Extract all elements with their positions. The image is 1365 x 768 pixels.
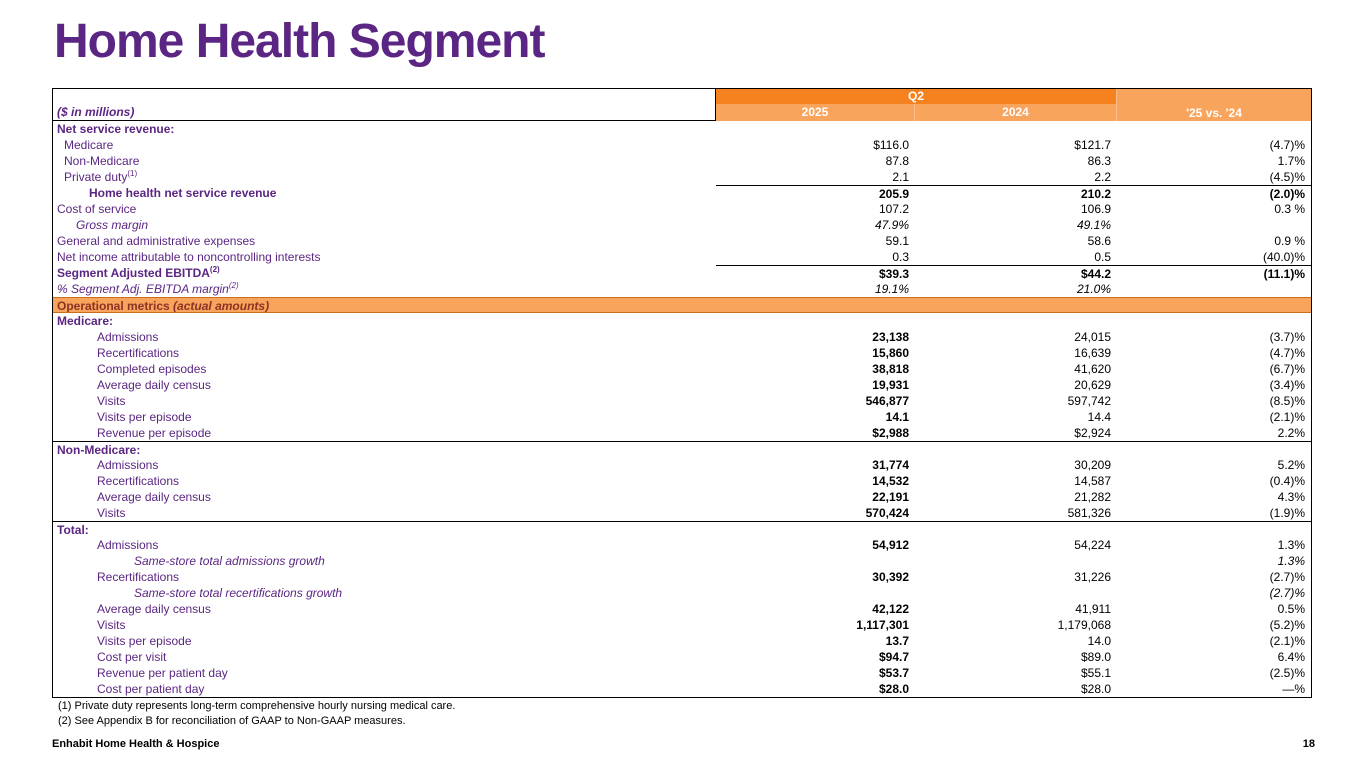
row-label (53, 393, 716, 409)
col-header-change (1116, 89, 1311, 121)
cell-change: (5.2)% (1269, 618, 1305, 632)
table-row (53, 249, 1311, 265)
table-body (53, 121, 1311, 697)
row-label-text: Total: (57, 523, 89, 537)
cell-change: (2.7)% (1269, 586, 1305, 600)
row-label (53, 217, 716, 233)
quarter-column-group (716, 89, 1116, 121)
cell-change (1116, 313, 1311, 329)
cell-2024: 581,326 (1067, 506, 1111, 520)
cell-change: (40.0)% (1262, 250, 1305, 264)
cell-2024 (914, 522, 1116, 537)
cell-2024: 54,224 (1074, 538, 1111, 552)
cell-2025: 13.7 (885, 634, 909, 648)
cell-2025: 15,860 (872, 346, 909, 360)
units-label (53, 89, 716, 121)
col-header-change-text: '25 vs. '24 (1186, 106, 1242, 120)
row-label-text: Admissions (97, 458, 159, 472)
table-row (53, 361, 1311, 377)
cell-change: (0.4)% (1269, 474, 1305, 488)
cell-2024: 0.5 (1094, 250, 1111, 264)
row-label (53, 425, 716, 441)
cell-2024: 41,620 (1074, 362, 1111, 376)
row-label (53, 185, 716, 201)
table-row (53, 585, 1311, 601)
row-label-text: Non-Medicare (64, 154, 140, 168)
row-label (53, 585, 716, 601)
row-label (53, 489, 716, 505)
footnote-1: (1) Private duty represents long-term comprehensive hourly nursing medical care. (58, 700, 456, 712)
cell-change: (2.7)% (1269, 570, 1305, 584)
cell-2024: $89.0 (1080, 650, 1111, 664)
cell-2025: 42,122 (872, 602, 909, 616)
table-row (53, 521, 1311, 537)
cell-change: 1.7% (1277, 154, 1305, 168)
table-row (53, 345, 1311, 361)
cell-change: (8.5)% (1269, 394, 1305, 408)
row-label (53, 633, 716, 649)
cell-change: (4.5)% (1269, 170, 1305, 184)
cell-2024: 210.2 (914, 185, 1116, 201)
cell-change (1116, 281, 1311, 297)
table-row (53, 457, 1311, 473)
row-label-text: Visits (97, 506, 126, 520)
cell-2025: $53.7 (878, 666, 909, 680)
row-label-text: Visits (97, 394, 126, 408)
row-label-text: Visits (97, 618, 126, 632)
row-label-text: Operational metrics (57, 299, 170, 312)
cell-2025: 31,774 (872, 458, 909, 472)
cell-change: 4.3% (1277, 490, 1305, 504)
cell-2025 (716, 442, 914, 457)
row-label-text: Recertifications (97, 570, 180, 584)
cell-change: 1.3% (1277, 538, 1305, 552)
row-label (53, 617, 716, 633)
row-label-text: Same-store total recertifications growth (134, 586, 343, 600)
cell-change (1116, 442, 1311, 457)
cell-2025: 546,877 (865, 394, 909, 408)
cell-change (1116, 522, 1311, 537)
cell-2025: 14,532 (872, 474, 909, 488)
table-row (53, 281, 1311, 297)
row-label (53, 298, 716, 312)
cell-2024: 14.4 (1087, 410, 1111, 424)
cell-2024 (914, 313, 1116, 329)
cell-2025: 205.9 (716, 185, 914, 201)
cell-2024: 106.9 (1080, 202, 1111, 216)
row-label (53, 522, 716, 537)
footer-company-name: Enhabit Home Health & Hospice (52, 738, 220, 750)
table-row (53, 313, 1311, 329)
cell-2024: 597,742 (1067, 394, 1111, 408)
footnote-marker: (2) (228, 281, 239, 290)
cell-2024: 58.6 (1087, 234, 1111, 248)
table-row (53, 153, 1311, 169)
cell-2024: 20,629 (1074, 378, 1111, 392)
cell-2025: 19.1% (874, 282, 909, 296)
cell-change: 5.2% (1277, 458, 1305, 472)
row-label-text: Cost per visit (97, 650, 167, 664)
row-label-text: Revenue per patient day (97, 666, 228, 680)
row-label (53, 665, 716, 681)
cell-change (1116, 298, 1311, 312)
row-label-text: Recertifications (97, 474, 180, 488)
table-row (53, 169, 1311, 185)
page-title: Home Health Segment (54, 15, 545, 68)
cell-2024: $55.1 (1080, 666, 1111, 680)
cell-2024: 24,015 (1074, 330, 1111, 344)
cell-change: (3.4)% (1269, 378, 1305, 392)
table-row (53, 265, 1311, 281)
cell-2024: 31,226 (1074, 570, 1111, 584)
cell-2025: 30,392 (872, 570, 909, 584)
table-row (53, 441, 1311, 457)
cell-change: (4.7)% (1269, 346, 1305, 360)
cell-change: (1.9)% (1269, 506, 1305, 520)
table-row (53, 617, 1311, 633)
table-row (53, 505, 1311, 521)
cell-change: (4.7)% (1269, 138, 1305, 152)
cell-change: (11.1)% (1116, 265, 1311, 281)
row-label (53, 281, 716, 297)
cell-2024: 14.0 (1087, 634, 1111, 648)
cell-2024: $121.7 (1074, 138, 1111, 152)
row-label-text: Non-Medicare: (57, 443, 141, 457)
row-label-text: Private duty (64, 170, 128, 184)
col-header-2025: 2025 (716, 104, 914, 121)
cell-2024 (914, 585, 1116, 601)
row-label (53, 169, 716, 185)
row-label-text: Same-store total admissions growth (134, 554, 325, 568)
cell-2024: 21,282 (1074, 490, 1111, 504)
footnote-marker: (1) (127, 169, 138, 178)
cell-change: —% (1282, 682, 1305, 696)
row-label (53, 153, 716, 169)
units-label-text: ($ in millions) (57, 105, 135, 119)
table-row (53, 409, 1311, 425)
cell-2024: $44.2 (914, 265, 1116, 281)
cell-2024: 1,179,068 (1057, 618, 1111, 632)
cell-2025: 0.3 (892, 250, 909, 264)
row-label-text: Average daily census (97, 378, 211, 392)
table-row (53, 393, 1311, 409)
table-row (53, 537, 1311, 553)
table-row (53, 425, 1311, 441)
table-row (53, 217, 1311, 233)
table-row (53, 137, 1311, 153)
cell-2025: 14.1 (885, 410, 909, 424)
cell-2025: 87.8 (885, 154, 909, 168)
cell-2025: 2.1 (892, 170, 909, 184)
footnote-marker: (2) (209, 265, 220, 274)
row-label-text: Recertifications (97, 346, 180, 360)
row-label (53, 473, 716, 489)
cell-change: 0.3 % (1274, 202, 1305, 216)
footnote-2: (2) See Appendix B for reconciliation of GAAP to Non-GAAP measures. (58, 715, 406, 727)
row-label-text: Segment Adjusted EBITDA (57, 266, 210, 280)
quarter-header: Q2 (716, 89, 1116, 104)
row-label-text: Revenue per episode (97, 426, 212, 440)
table-row (53, 489, 1311, 505)
cell-change: 0.5% (1277, 602, 1305, 616)
cell-2025: 23,138 (872, 330, 909, 344)
row-label (53, 233, 716, 249)
cell-2024: 49.1% (1076, 218, 1111, 232)
cell-change: 1.3% (1277, 554, 1305, 568)
row-label-text: Admissions (97, 538, 159, 552)
cell-2025: 19,931 (872, 378, 909, 392)
row-label (53, 137, 716, 153)
cell-2024: 41,911 (1075, 602, 1111, 616)
row-label-text: Gross margin (76, 218, 149, 232)
row-label (53, 601, 716, 617)
row-label (53, 505, 716, 521)
table-row (53, 665, 1311, 681)
row-label-text: Cost of service (57, 202, 137, 216)
cell-change: 0.9 % (1274, 234, 1305, 248)
col-header-2024: 2024 (914, 104, 1116, 121)
cell-2025 (716, 585, 914, 601)
cell-2025: $28.0 (878, 682, 909, 696)
row-label-text: Home health net service revenue (89, 186, 277, 200)
row-label (53, 329, 716, 345)
cell-2024: 14,587 (1074, 474, 1111, 488)
table-row (53, 201, 1311, 217)
cell-2025: $2,988 (872, 426, 909, 440)
row-label-text: Average daily census (97, 602, 211, 616)
cell-2025 (716, 553, 914, 569)
row-label-text: Completed episodes (97, 362, 207, 376)
cell-2025 (716, 522, 914, 537)
table-row (53, 329, 1311, 345)
cell-2025: $39.3 (716, 265, 914, 281)
cell-2025: 107.2 (878, 202, 909, 216)
row-label-text: Net service revenue: (57, 122, 175, 136)
cell-2024 (914, 442, 1116, 457)
cell-change: (6.7)% (1269, 362, 1305, 376)
row-label (53, 265, 716, 281)
cell-2024: 30,209 (1074, 458, 1111, 472)
row-label-text: Medicare: (57, 314, 114, 328)
row-label (53, 569, 716, 585)
row-label (53, 681, 716, 697)
cell-2025 (716, 313, 914, 329)
row-label-text: Visits per episode (97, 410, 192, 424)
row-label (53, 121, 716, 137)
table-row (53, 233, 1311, 249)
row-label (53, 409, 716, 425)
row-label-text: Visits per episode (97, 634, 192, 648)
cell-change: (2.5)% (1269, 666, 1305, 680)
cell-2025: 59.1 (885, 234, 909, 248)
row-label-text: General and administrative expenses (57, 234, 256, 248)
cell-change (1116, 217, 1311, 233)
row-label (53, 377, 716, 393)
cell-2024 (914, 121, 1116, 137)
cell-2025: 1,117,301 (856, 618, 909, 632)
table-row (53, 185, 1311, 201)
row-label-text: Medicare (64, 138, 114, 152)
cell-change: 2.2% (1277, 426, 1305, 440)
table-row (53, 297, 1311, 313)
table-row (53, 473, 1311, 489)
table-row (53, 681, 1311, 697)
table-row (53, 649, 1311, 665)
cell-2024: $2,924 (1074, 426, 1111, 440)
cell-2024: 2.2 (1094, 170, 1111, 184)
row-label (53, 313, 716, 329)
cell-2025 (716, 121, 914, 137)
row-label (53, 249, 716, 265)
cell-2024: $28.0 (1080, 682, 1111, 696)
cell-2024: 86.3 (1087, 154, 1111, 168)
cell-change: (3.7)% (1269, 330, 1305, 344)
cell-change: (2.1)% (1269, 634, 1305, 648)
cell-2025: 38,818 (872, 362, 909, 376)
row-label (53, 457, 716, 473)
cell-2024: 21.0% (1076, 282, 1111, 296)
cell-2024 (914, 553, 1116, 569)
row-label-suffix: (actual amounts) (169, 299, 270, 312)
cell-change (1116, 121, 1311, 137)
page-number: 18 (1302, 738, 1315, 750)
cell-2024 (914, 298, 1116, 312)
year-headers (716, 104, 1116, 121)
cell-2025: $94.7 (878, 650, 909, 664)
cell-2025: 22,191 (872, 490, 909, 504)
table-row (53, 377, 1311, 393)
row-label-text: Net income attributable to noncontrolling interests (57, 250, 321, 264)
cell-change: 6.4% (1277, 650, 1305, 664)
cell-2025 (716, 298, 914, 312)
table-row (53, 633, 1311, 649)
cell-change: (2.0)% (1116, 185, 1311, 201)
table-header (53, 89, 1311, 121)
cell-2024: 16,639 (1074, 346, 1111, 360)
row-label (53, 201, 716, 217)
row-label (53, 345, 716, 361)
footnotes (58, 699, 455, 729)
cell-change: (2.1)% (1269, 410, 1305, 424)
row-label (53, 537, 716, 553)
row-label-text: Cost per patient day (97, 682, 205, 696)
table-row (53, 569, 1311, 585)
row-label-text: % Segment Adj. EBITDA margin (57, 282, 229, 296)
row-label (53, 361, 716, 377)
cell-2025: 54,912 (872, 538, 909, 552)
table-row (53, 601, 1311, 617)
row-label-text: Average daily census (97, 490, 211, 504)
cell-2025: $116.0 (873, 138, 909, 152)
row-label (53, 442, 716, 457)
row-label (53, 649, 716, 665)
table-row (53, 553, 1311, 569)
row-label (53, 553, 716, 569)
financial-table (52, 88, 1312, 698)
table-row (53, 121, 1311, 137)
cell-2025: 47.9% (874, 218, 909, 232)
cell-2025: 570,424 (865, 506, 909, 520)
row-label-text: Admissions (97, 330, 159, 344)
